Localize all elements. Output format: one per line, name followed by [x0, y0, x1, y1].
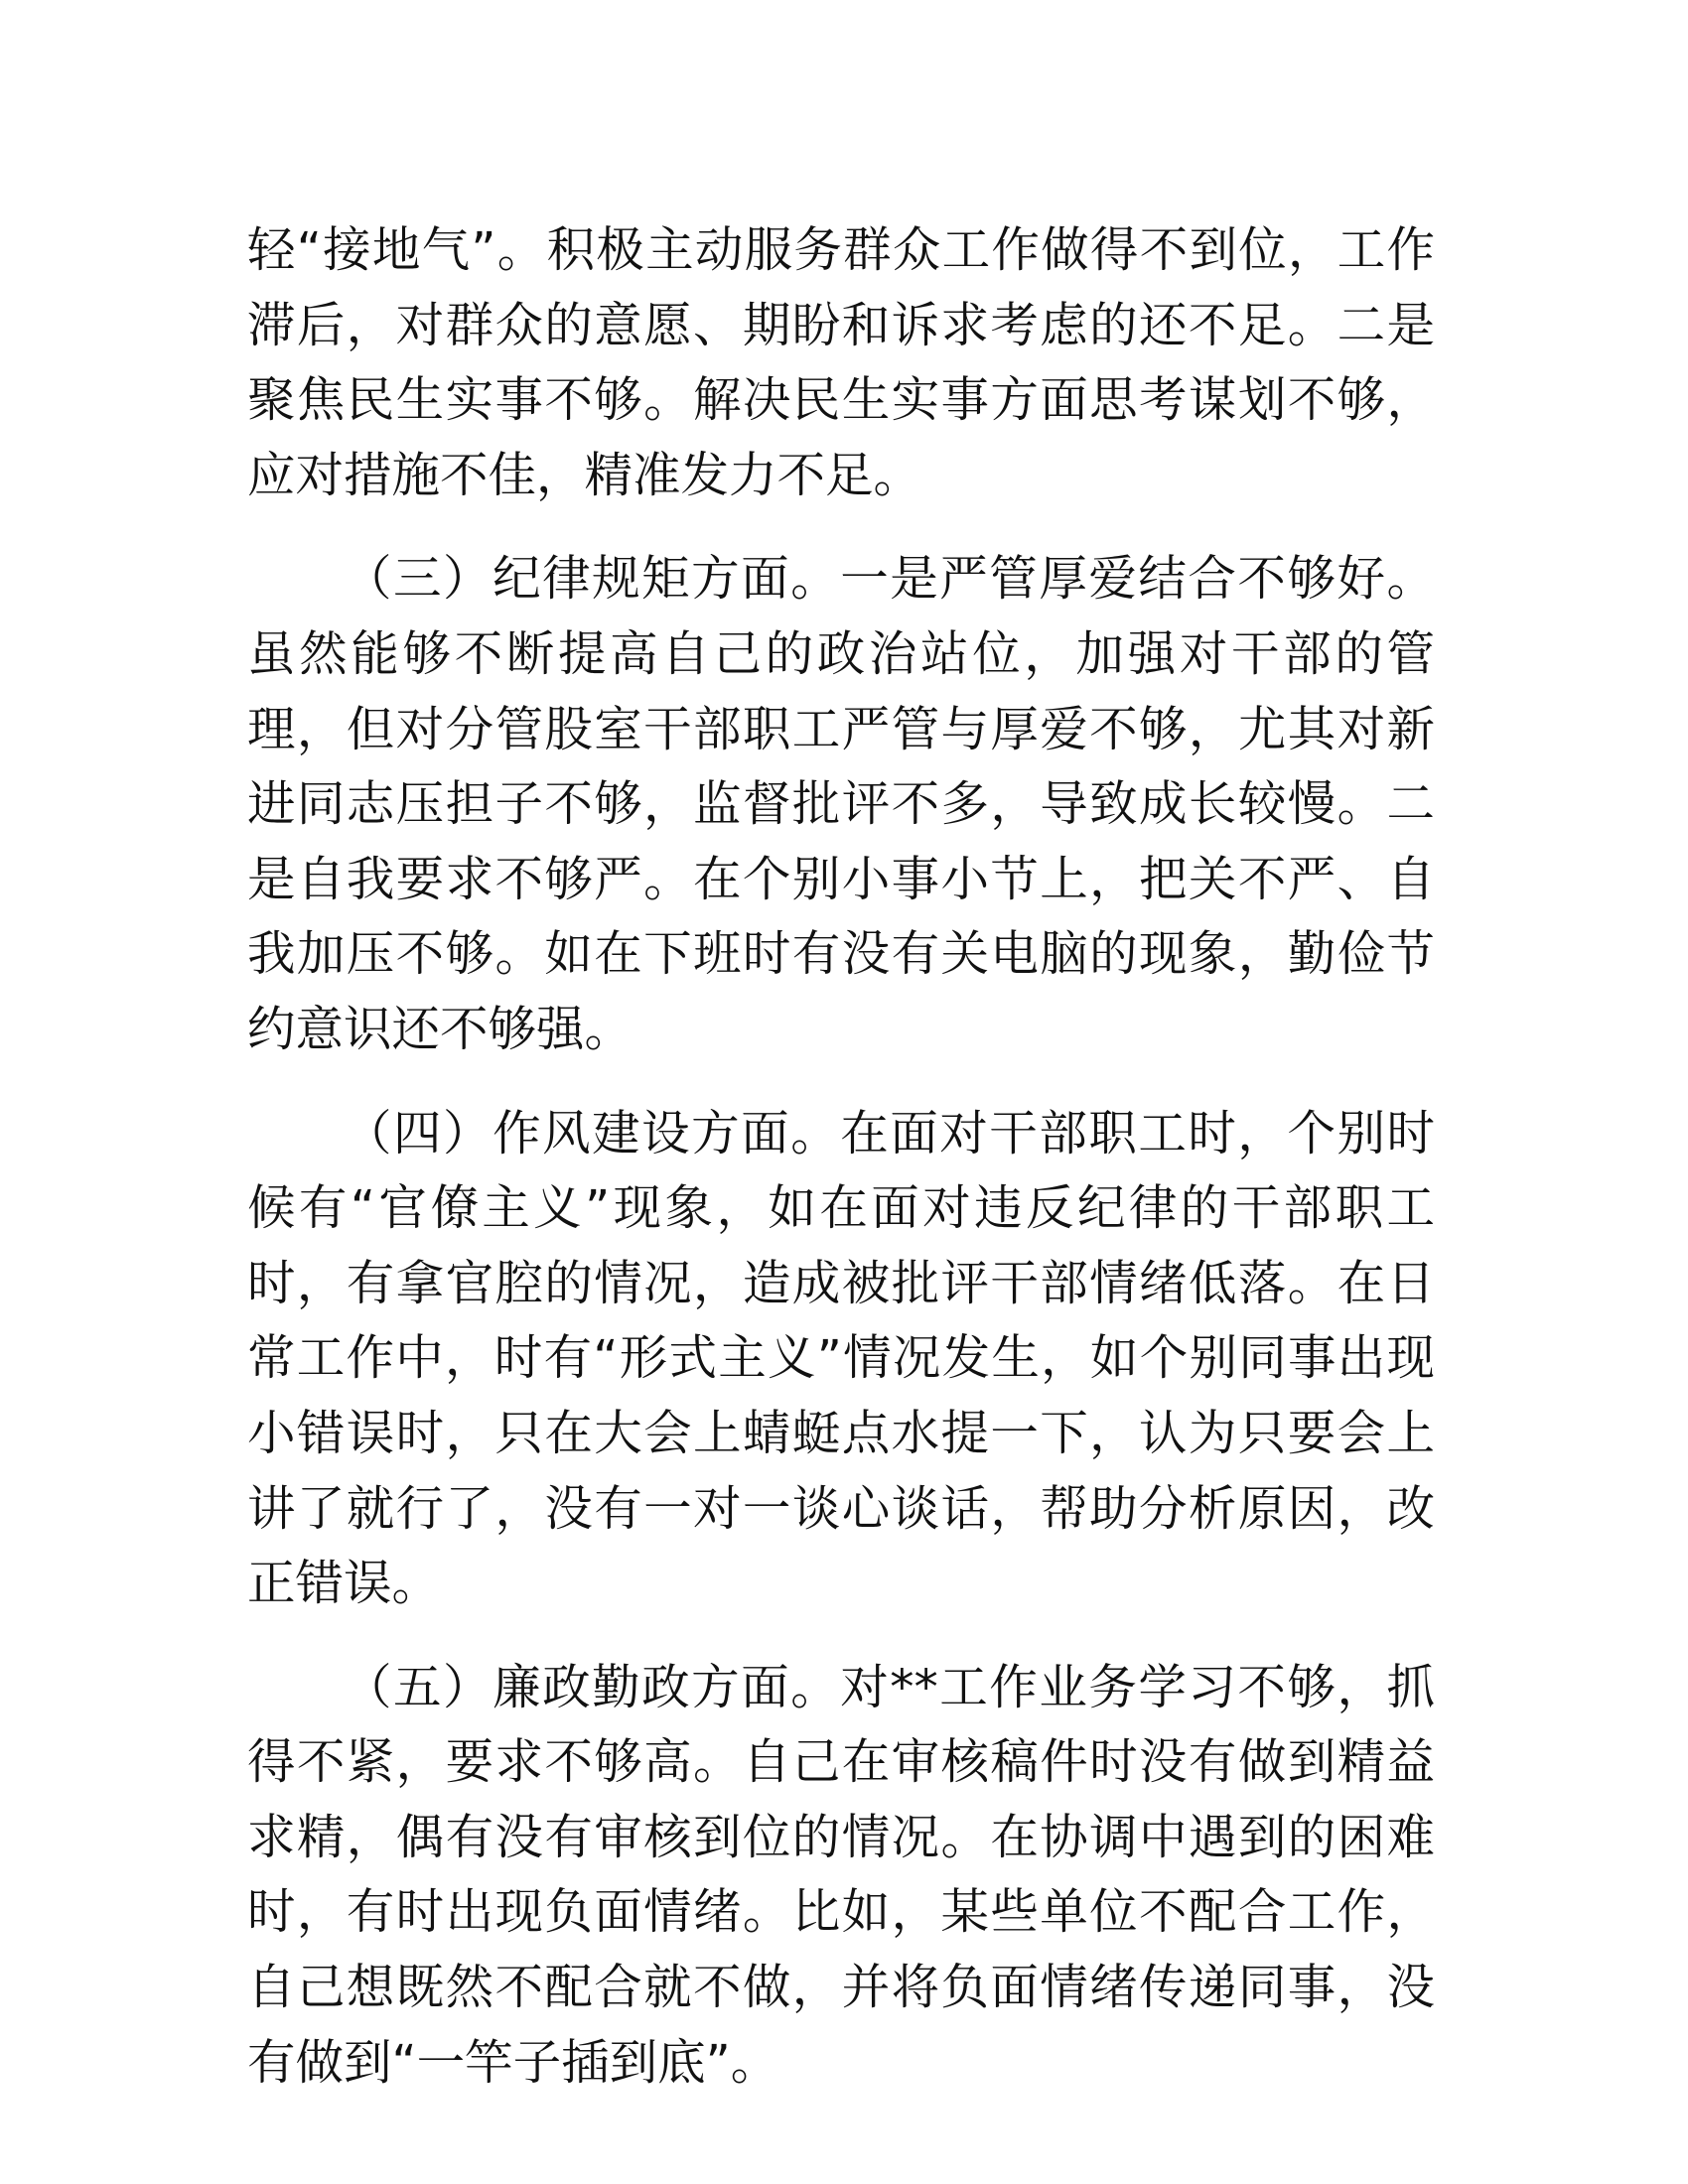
paragraph-continuation: 轻“接地气”。积极主动服务群众工作做得不到位，工作滞后，对群众的意愿、期盼和诉求考虑的还不足。二是聚焦民生实事不够。解决民生实事方面思考谋划不够，应对措施不佳，精准发力不足。 [247, 222, 1435, 503]
paragraph-discipline: （三）纪律规矩方面。一是严管厚爱结合不够好。虽然能够不断提高自己的政治站位，加强对干部的管理，但对分管股室干部职工严管与厚爱不够，尤其对新进同志压担子不够，监督批评不多，导致成长较慢。二是自我要求不够严。在个别小事小节上，把关不严、自我加压不够。如在下班时有没有关电脑的现象，勤俭节约意识还不够强。 [247, 551, 1435, 1057]
paragraph-integrity: （五）廉政勤政方面。对**工作业务学习不够，抓得不紧，要求不够高。自己在审核稿件时没有做到精益求精，偶有没有审核到位的情况。在协调中遇到的困难时，有时出现负面情绪。比如，某些单位不配合工作，自己想既然不配合就不做，并将负面情绪传递同事，没有做到“一竿子插到底”。 [247, 1659, 1435, 2091]
paragraph-work-style: （四）作风建设方面。在面对干部职工时，个别时候有“官僚主义”现象，如在面对违反纪律的干部职工时，有拿官腔的情况，造成被批评干部情绪低落。在日常工作中，时有“形式主义”情况发生，如个别同事出现小错误时，只在大会上蜻蜓点水提一下，认为只要会上讲了就行了，没有一对一谈心谈话，帮助分析原因，改正错误。 [247, 1105, 1435, 1612]
document-body [247, 213, 1435, 2129]
